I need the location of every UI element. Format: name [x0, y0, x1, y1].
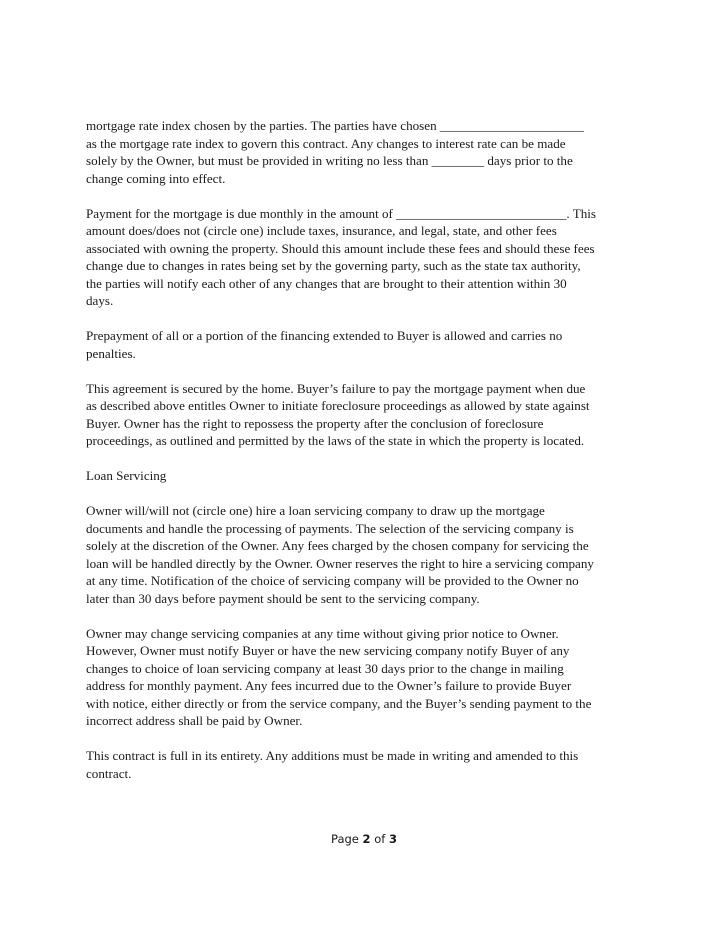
paragraph-change-servicing: [86, 625, 646, 730]
text-line: However, Owner must notify Buyer or have the new servicing company notify Buyer of any: [86, 643, 570, 658]
text-line: Owner may change servicing companies at any time without giving prior notice to Owner.: [86, 625, 559, 641]
paragraph-security: [86, 380, 646, 450]
text-line: penalties.: [86, 345, 136, 361]
document-body: [86, 117, 646, 800]
text-line: at any time. Notification of the choice of servicing company will be provided to the Owner no: [86, 573, 579, 588]
text-line: changes to choice of loan servicing company at least 30 days prior to the change in mailing: [86, 660, 564, 676]
page-label: Page: [331, 832, 359, 846]
text-line: Payment for the mortgage is due monthly in the amount of __________________________. This: [86, 205, 596, 221]
paragraph-servicing-company: [86, 502, 646, 607]
text-line: change coming into effect.: [86, 170, 226, 186]
text-line: proceedings, as outlined and permitted by the laws of the state in which the property is located.: [86, 433, 585, 448]
text-line: amount does/does not (circle one) include taxes, insurance, and legal, state, and other fees: [86, 223, 557, 238]
text-line: as described above entitles Owner to initiate foreclosure proceedings as allowed by state against: [86, 398, 590, 413]
text-line: the parties will notify each other of any changes that are brought to their attention within 30: [86, 275, 567, 291]
text-line: Buyer. Owner has the right to repossess the property after the conclusion of foreclosure: [86, 415, 544, 431]
section-heading-loan-servicing: [86, 467, 646, 485]
text-line: This contract is full in its entirety. Any additions must be made in writing and amended to this: [86, 748, 579, 763]
text-line: as the mortgage rate index to govern this contract. Any changes to interest rate can be made: [86, 135, 566, 151]
text-line: loan will be handled directly by the Owner. Owner reserves the right to hire a servicing company: [86, 555, 594, 571]
paragraph-prepayment: [86, 327, 646, 362]
text-line: solely at the discretion of the Owner. Any fees charged by the chosen company for servicing the: [86, 538, 589, 553]
text-line: days.: [86, 293, 114, 308]
page-total: 3: [388, 832, 397, 846]
page-footer: [0, 832, 728, 846]
paragraph-payment: [86, 205, 646, 310]
text-line: change due to changes in rates being set by the governing party, such as the state tax authority,: [86, 258, 581, 273]
text-line: Prepayment of all or a portion of the financing extended to Buyer is allowed and carries no: [86, 328, 563, 343]
text-line: This agreement is secured by the home. Buyer’s failure to pay the mortgage payment when due: [86, 380, 586, 396]
text-line: later than 30 days before payment should be sent to the servicing company.: [86, 590, 480, 606]
text-line: mortgage rate index chosen by the parties. The parties have chosen ______________________: [86, 118, 584, 133]
text-line: Owner will/will not (circle one) hire a loan servicing company to draw up the mortgage: [86, 503, 545, 518]
paragraph-entirety: [86, 747, 646, 782]
of-label: of: [374, 832, 386, 846]
text-line: associated with owning the property. Should this amount include these fees and should these fees: [86, 240, 595, 256]
paragraph-mortgage-rate-index: [86, 117, 646, 187]
text-line: contract.: [86, 765, 132, 781]
page-number: 2: [362, 832, 371, 846]
text-line: documents and handle the processing of payments. The selection of the servicing company is: [86, 520, 574, 536]
text-line: address for monthly payment. Any fees incurred due to the Owner’s failure to provide Buyer: [86, 678, 572, 693]
text-line: incorrect address shall be paid by Owner.: [86, 713, 303, 728]
text-line: with notice, either directly or from the service company, and the Buyer’s sending payment to the: [86, 695, 592, 711]
section-heading: Loan Servicing: [86, 468, 167, 483]
text-line: solely by the Owner, but must be provided in writing no less than ________ days prior to the: [86, 153, 573, 168]
